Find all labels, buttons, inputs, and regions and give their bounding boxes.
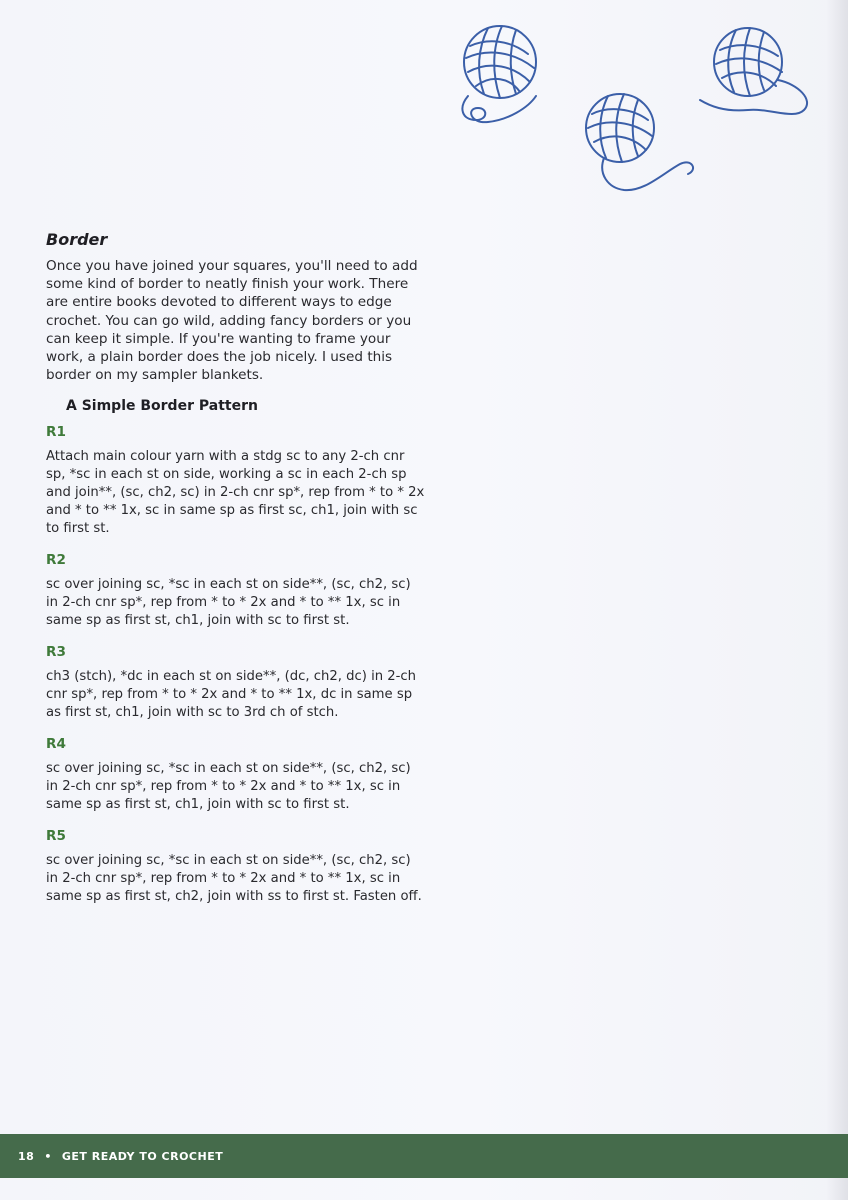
pattern-row <box>46 552 426 630</box>
row-instructions: sc over joining sc, *sc in each st on side**, (sc, ch2, sc) in 2-ch cnr sp*, rep from * to * 2x and * to ** 1x, sc in same sp as first st, ch1, join with sc to first st. <box>46 577 411 629</box>
page-edge-shadow <box>826 0 848 1200</box>
row-instructions: ch3 (stch), *dc in each st on side**, (dc, ch2, dc) in 2-ch cnr sp*, rep from * to * 2x and * to ** 1x, dc in same sp as first st, ch1, join with sc to 3rd ch of stch. <box>46 669 417 721</box>
row-label: R3 <box>46 644 66 661</box>
row-instructions: sc over joining sc, *sc in each st on side**, (sc, ch2, sc) in 2-ch cnr sp*, rep from * to * 2x and * to ** 1x, sc in same sp as first st, ch1, join with sc to first st. <box>46 761 411 813</box>
section-heading: Border <box>46 230 108 249</box>
pattern-title: A Simple Border Pattern <box>66 398 258 415</box>
pattern-row <box>46 828 426 906</box>
running-title: GET READY TO CROCHET <box>61 1149 224 1163</box>
row-label: R5 <box>46 828 66 845</box>
yarn-ball-icon <box>586 94 693 190</box>
running-footer <box>18 1150 223 1163</box>
yarn-ball-icon <box>700 28 807 114</box>
yarn-balls-illustration <box>448 24 828 204</box>
intro-paragraph: Once you have joined your squares, you'll need to add some kind of border to neatly finish your work. There are entire books devoted to different ways to edge crochet. You can go wild, adding fancy borders or you can keep it simple. If you're wanting to frame your work, a plain border does the job nicely. I used this border on my sampler blankets. <box>46 258 418 384</box>
page-number: 18 <box>18 1149 35 1163</box>
pattern-row <box>46 424 426 538</box>
pattern-row <box>46 736 426 814</box>
row-instructions: Attach main colour yarn with a stdg sc to any 2-ch cnr sp, *sc in each st on side, working a sc in each 2-ch sp and join**, (sc, ch2, sc) in 2-ch cnr sp*, rep from * to * 2x and * to ** 1x, sc in same sp as first sc, ch1, join with sc to first st. <box>46 449 425 537</box>
border-section <box>46 230 426 920</box>
row-instructions: sc over joining sc, *sc in each st on side**, (sc, ch2, sc) in 2-ch cnr sp*, rep from * to * 2x and * to ** 1x, sc in same sp as first st, ch2, join with ss to first st. Fasten off. <box>46 853 422 905</box>
row-label: R2 <box>46 552 66 569</box>
pattern-row <box>46 644 426 722</box>
footer-band <box>0 1134 848 1178</box>
yarn-ball-icon <box>462 26 536 122</box>
row-label: R4 <box>46 736 66 753</box>
footer-separator: • <box>44 1149 52 1163</box>
row-label: R1 <box>46 424 66 441</box>
